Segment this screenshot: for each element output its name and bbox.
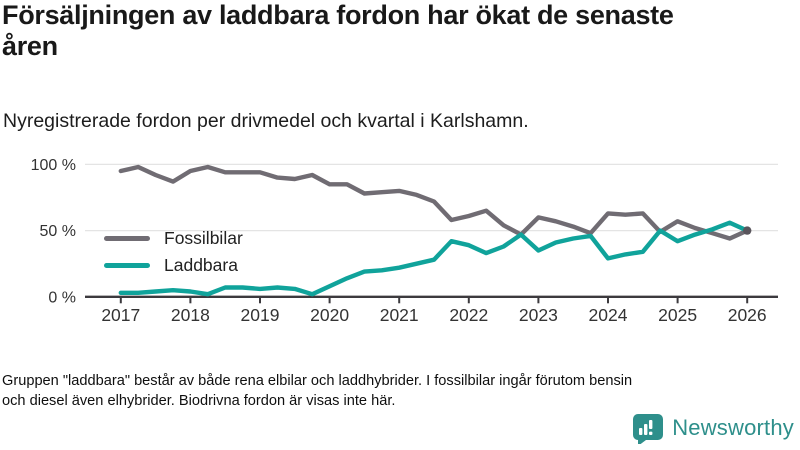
svg-text:2017: 2017 <box>101 304 141 325</box>
footnote-line-1: Gruppen "laddbara" består av både rena elbilar och laddhybrider. I fossilbilar ingår förutom bensin <box>2 373 633 389</box>
svg-text:2026: 2026 <box>727 304 767 325</box>
svg-text:50 %: 50 % <box>39 223 76 241</box>
title-line-1: Försäljningen av laddbara fordon har ökat de senaste <box>2 0 674 30</box>
bar-chart-speech-bubble-icon <box>631 412 664 444</box>
svg-text:2022: 2022 <box>449 304 489 325</box>
svg-text:100 %: 100 % <box>30 156 76 174</box>
footnote-line-2: och diesel även elhybrider. Biodrivna fordon är visas inte här. <box>2 393 396 409</box>
svg-text:2021: 2021 <box>379 304 419 325</box>
legend-item-laddbara <box>104 254 243 276</box>
svg-text:0 %: 0 % <box>48 289 76 307</box>
svg-text:2018: 2018 <box>170 304 210 325</box>
legend-label-laddbara: Laddbara <box>164 254 238 275</box>
page-title <box>2 0 794 62</box>
svg-text:2023: 2023 <box>518 304 558 325</box>
fossilbilar-line-swatch <box>104 236 150 241</box>
newsworthy-logo <box>631 412 794 444</box>
legend-item-fossilbilar <box>104 227 243 249</box>
laddbara-line-swatch <box>104 263 150 268</box>
footnote <box>2 371 794 411</box>
svg-text:2025: 2025 <box>658 304 698 325</box>
svg-text:2019: 2019 <box>240 304 280 325</box>
svg-text:2020: 2020 <box>310 304 350 325</box>
chart-legend <box>104 227 243 281</box>
title-line-2: åren <box>2 31 58 61</box>
legend-label-fossilbilar: Fossilbilar <box>164 227 243 248</box>
newsworthy-wordmark: Newsworthy <box>672 415 794 440</box>
chart-subtitle: Nyregistrerade fordon per drivmedel och kvartal i Karlshamn. <box>3 110 529 132</box>
svg-text:2024: 2024 <box>588 304 628 325</box>
